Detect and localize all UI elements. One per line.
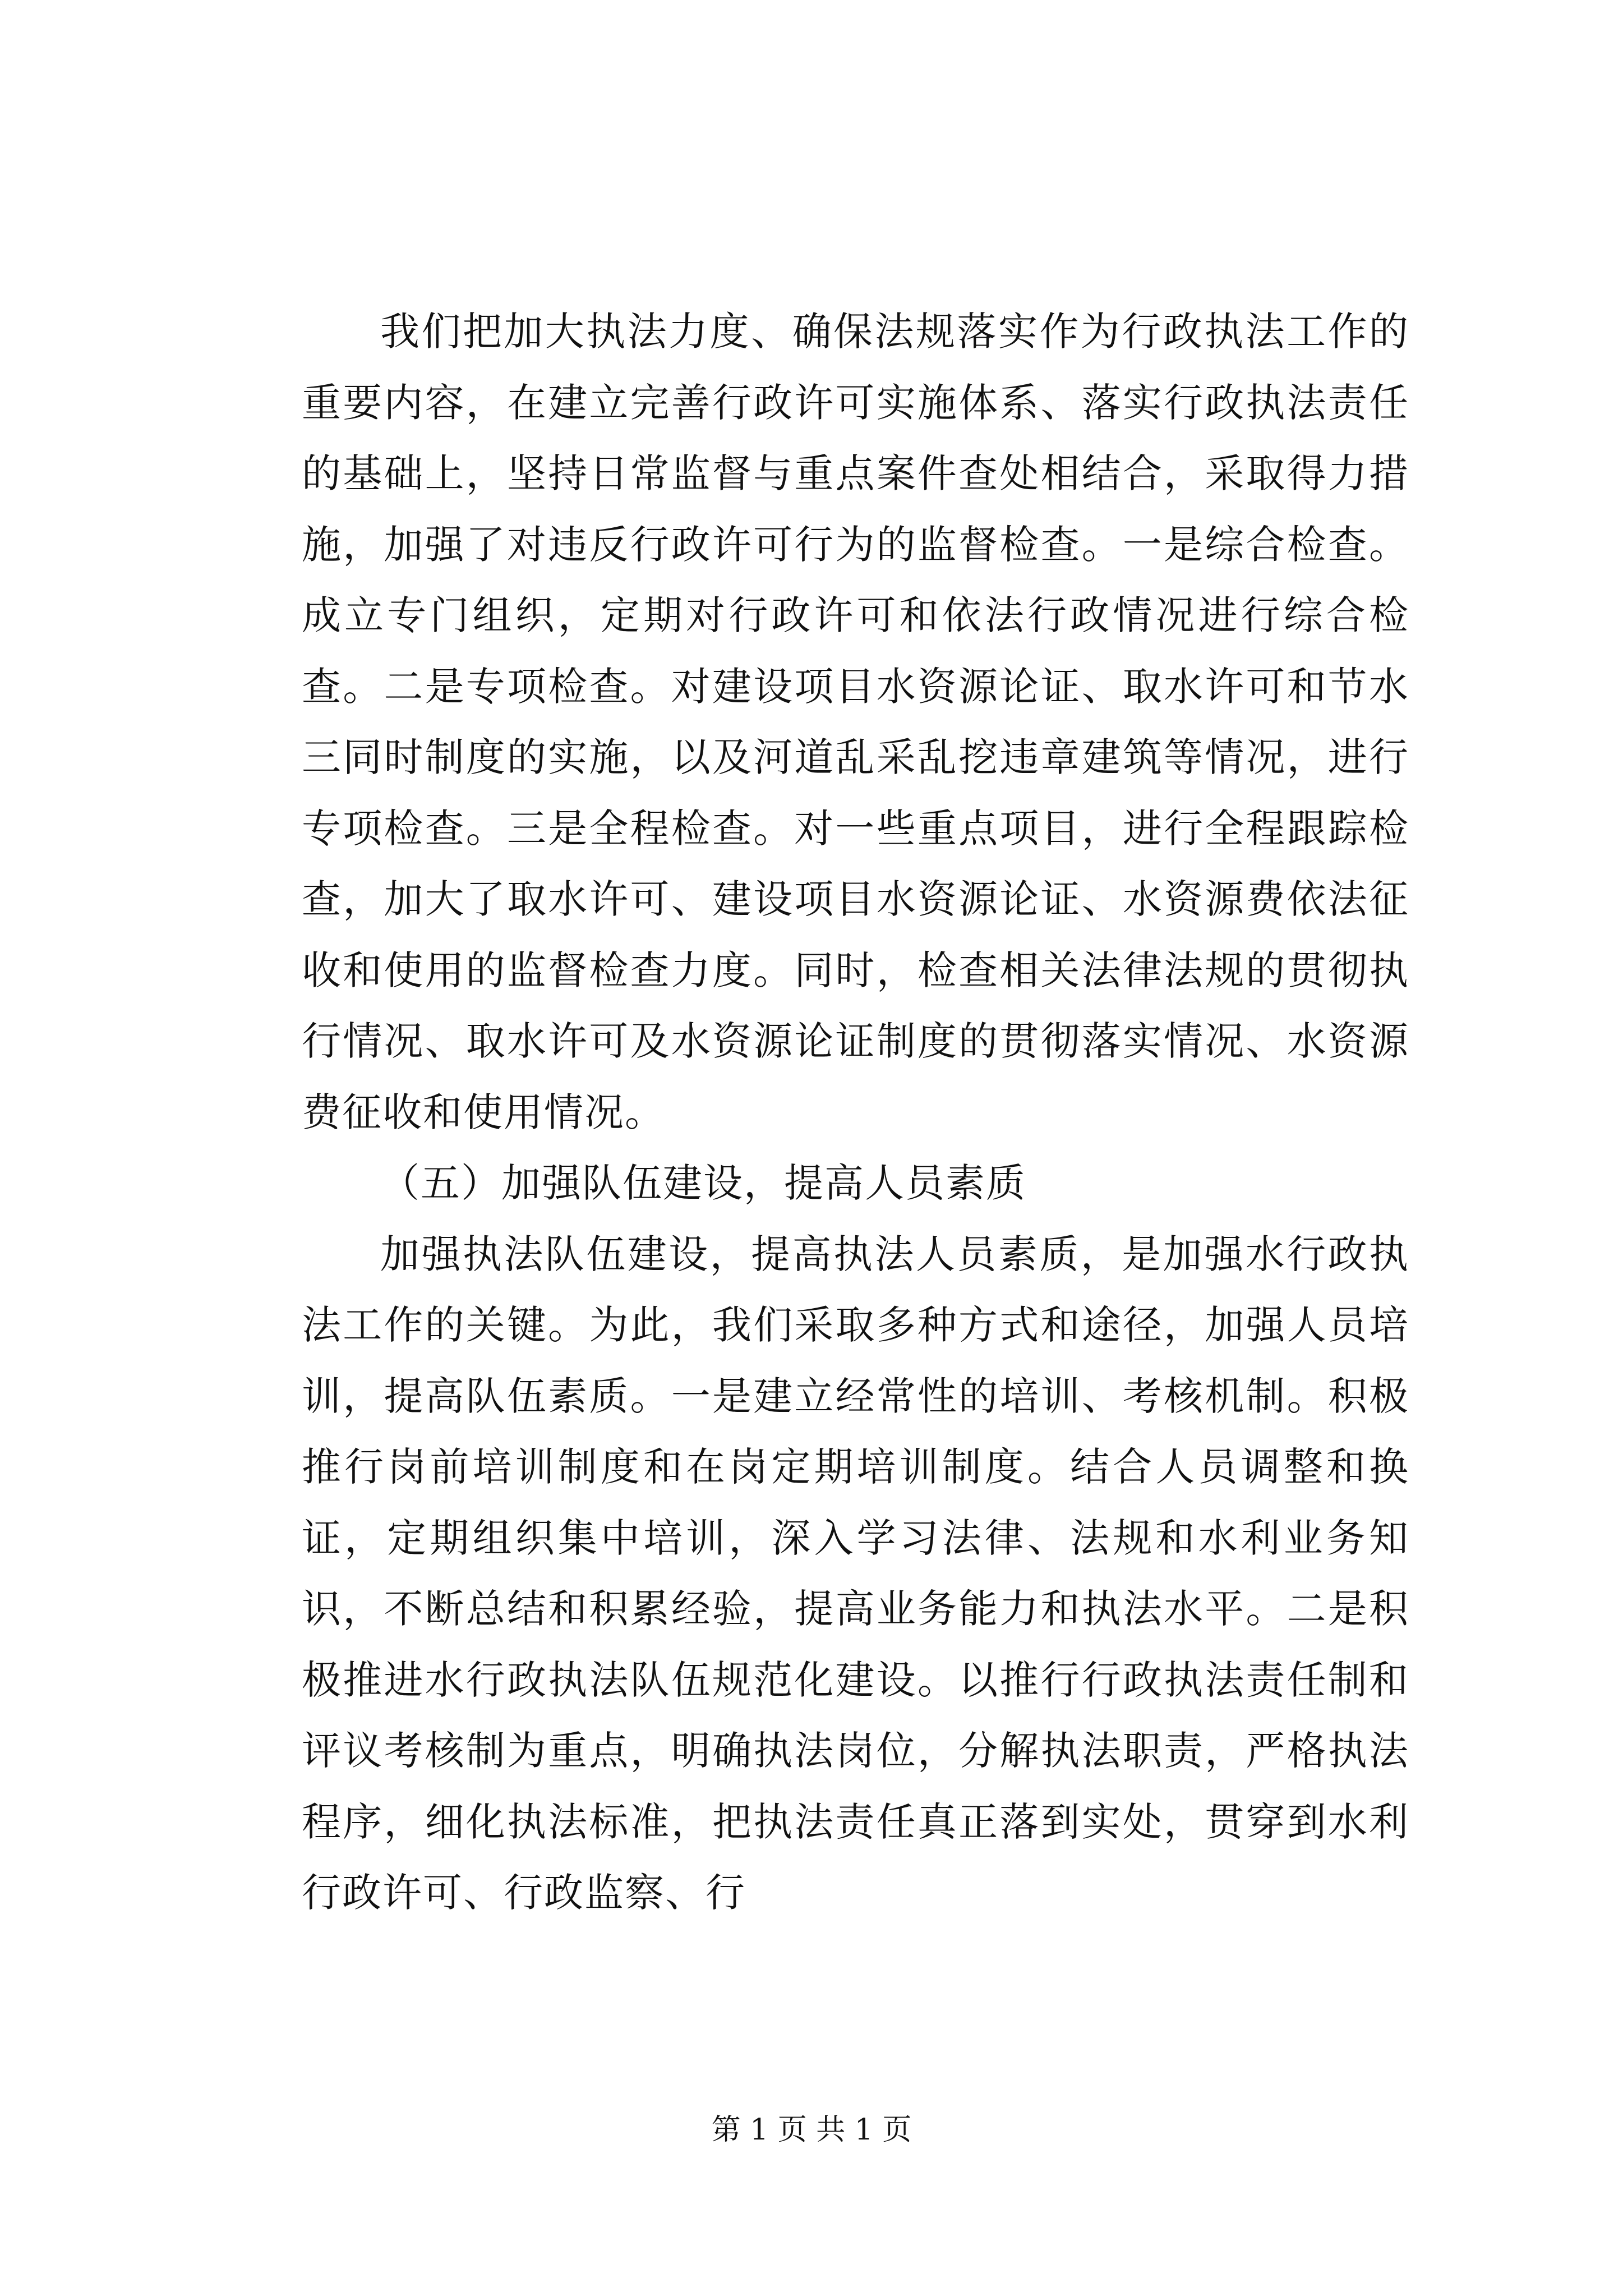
paragraph-supervision: 我们把加大执法力度、确保法规落实作为行政执法工作的重要内容，在建立完善行政许可实施体系、落实行政执法责任的基础上，坚持日常监督与重点案件查处相结合，采取得力措施，加强了对违反行政许可行为的监督检查。一是综合检查。成立专门组织，定期对行政许可和依法行政情况进行综合检查。二是专项检查。对建设项目水资源论证、取水许可和节水三同时制度的实施，以及河道乱采乱挖违章建筑等情况，进行专项检查。三是全程检查。对一些重点项目，进行全程跟踪检查，加大了取水许可、建设项目水资源论证、水资源费依法征收和使用的监督检查力度。同时，检查相关法律法规的贯彻执行情况、取水许可及水资源论证制度的贯彻落实情况、水资源费征收和使用情况。	[302, 309, 1409, 1135]
page-footer: 第 1 页 共 1 页	[711, 2113, 912, 2147]
document-body	[302, 296, 1409, 1929]
section-heading: （五）加强队伍建设，提高人员素质	[380, 1160, 1026, 1206]
paragraph-team-building: 加强执法队伍建设，提高执法人员素质，是加强水行政执法工作的关键。为此，我们采取多种方式和途径，加强人员培训，提高队伍素质。一是建立经常性的培训、考核机制。积极推行岗前培训制度和在岗定期培训制度。结合人员调整和换证，定期组织集中培训，深入学习法律、法规和水利业务知识，不断总结和积累经验，提高业务能力和执法水平。二是积极推进水行政执法队伍规范化建设。以推行行政执法责任制和评议考核制为重点，明确执法岗位，分解执法职责，严格执法程序，细化执法标准，把执法责任真正落到实处，贯穿到水利行政许可、行政监察、行	[302, 1231, 1409, 1916]
